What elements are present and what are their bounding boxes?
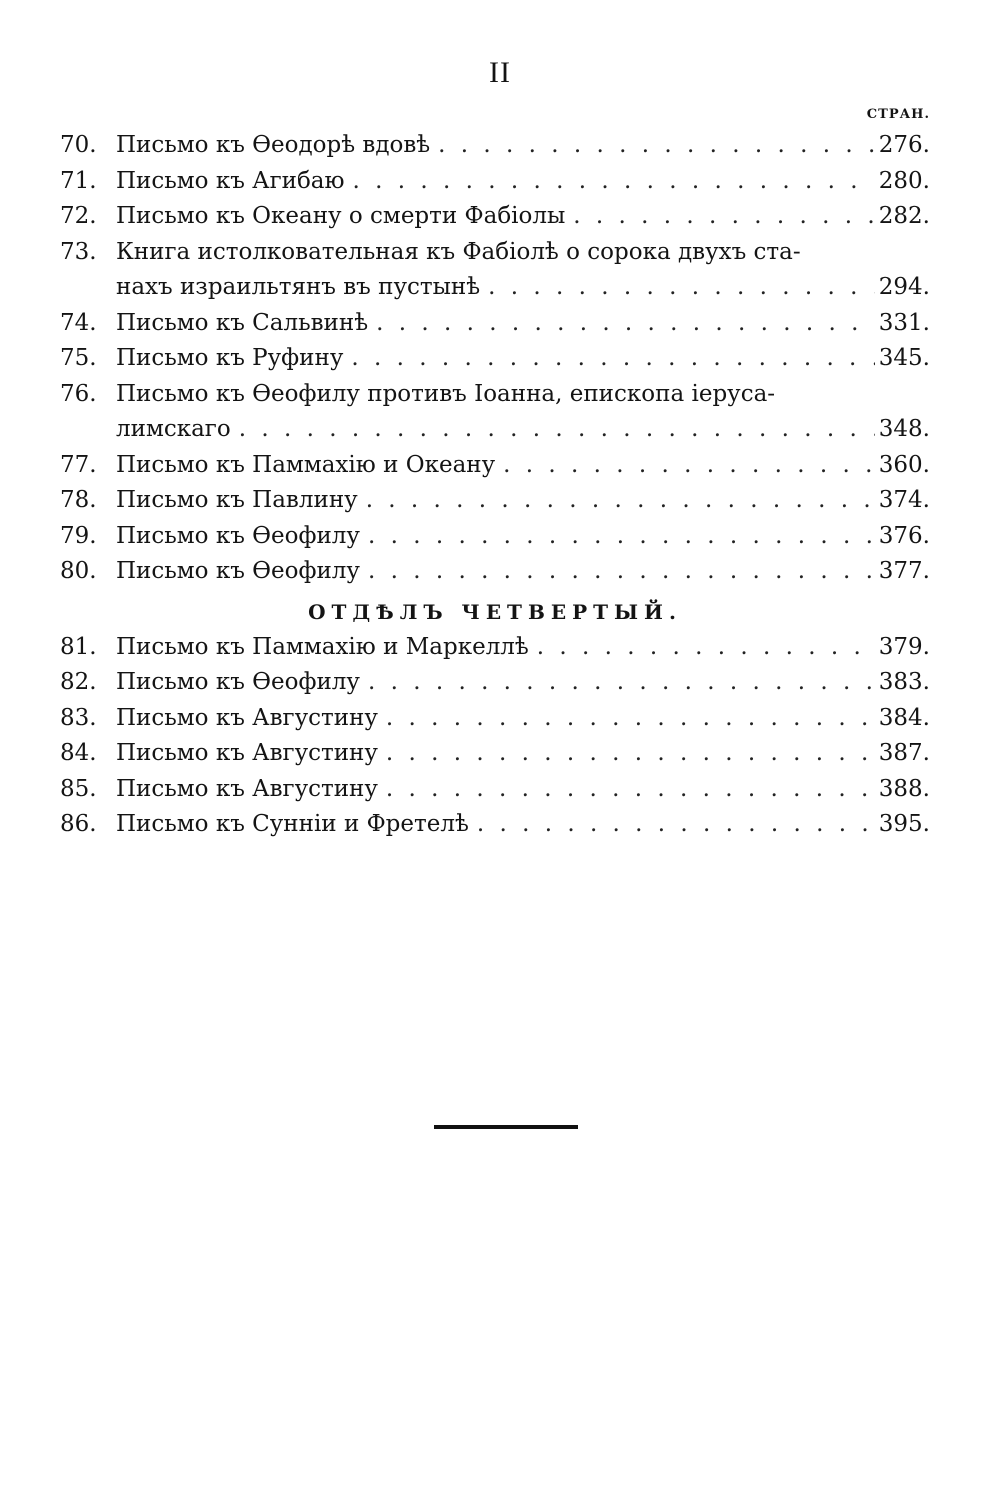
entry-page: 345. (878, 345, 930, 371)
toc-entry-76-continued (60, 412, 930, 448)
entry-page: 374. (878, 487, 930, 513)
dot-leader (366, 483, 875, 519)
toc-entry-86 (60, 807, 930, 843)
entry-title-continued: нахъ израильтянъ въ пустынѣ (116, 274, 481, 300)
entry-title: Книга истолковательная къ Фабіолѣ о сорока двухъ ста- (116, 238, 801, 265)
entry-number: 75. (60, 345, 97, 371)
entry-page: 276. (878, 132, 930, 158)
toc-entry-84 (60, 736, 930, 772)
entry-page: 331. (878, 309, 930, 336)
entry-number: 80. (60, 558, 97, 584)
entry-page: 388. (878, 775, 930, 802)
entry-number: 71. (60, 167, 97, 194)
entry-page: 384. (878, 704, 930, 731)
entry-number: 78. (60, 487, 97, 513)
toc-entry-76 (60, 377, 930, 413)
end-rule (434, 1125, 578, 1129)
toc-entry-72 (60, 199, 930, 235)
entry-title: Письмо къ Руфину (116, 345, 344, 371)
page-column-header: СТРАН. (866, 107, 930, 122)
dot-leader (386, 772, 875, 808)
dot-leader (537, 630, 875, 666)
entry-title: Письмо къ Ѳеофилу (116, 558, 360, 584)
dot-leader (368, 554, 875, 590)
entry-page: 348. (878, 416, 930, 442)
toc-entry-80 (60, 554, 930, 590)
entry-page: 377. (878, 558, 930, 584)
toc-entry-78 (60, 483, 930, 519)
entry-title: Письмо къ Агибаю (116, 167, 345, 194)
dot-leader (368, 519, 875, 555)
toc-entry-73 (60, 235, 930, 271)
entry-number: 72. (60, 203, 97, 229)
entry-number: 70. (60, 132, 97, 158)
toc-entry-70 (60, 128, 930, 164)
entry-page: 387. (878, 740, 930, 766)
toc-entry-85 (60, 772, 930, 808)
entry-title: Письмо къ Ѳеофилу противъ Іоанна, епископа іеруса- (116, 380, 776, 407)
entry-page: 379. (878, 633, 930, 660)
entry-title: Письмо къ Паммахію и Океану (116, 451, 496, 478)
dot-leader (351, 341, 874, 377)
toc-entry-82 (60, 665, 930, 701)
entry-number: 77. (60, 451, 97, 478)
entry-page: 282. (878, 203, 930, 229)
dot-leader (386, 736, 875, 772)
entry-page: 360. (878, 451, 930, 478)
dot-leader (573, 199, 874, 235)
dot-leader (353, 164, 875, 200)
toc-entry-75 (60, 341, 930, 377)
entry-number: 82. (60, 669, 97, 695)
entry-title: Письмо къ Августину (116, 740, 378, 766)
section-heading: ОТДѢЛЪ ЧЕТВЕРТЫЙ. (308, 599, 682, 624)
dot-leader (368, 665, 875, 701)
entry-title-continued: лимскаго (116, 416, 231, 442)
entry-number: 79. (60, 522, 97, 549)
entry-title: Письмо къ Ѳеодорѣ вдовѣ (116, 132, 431, 158)
entry-title: Письмо къ Океану о смерти Фабіолы (116, 203, 566, 229)
dot-leader (239, 412, 875, 448)
entry-title: Письмо къ Сальвинѣ (116, 309, 369, 336)
entry-number: 76. (60, 380, 97, 407)
table-of-contents (60, 128, 930, 843)
entry-number: 84. (60, 740, 97, 766)
entry-title: Письмо къ Ѳеофилу (116, 522, 360, 549)
entry-page: 280. (878, 167, 930, 194)
toc-entry-83 (60, 701, 930, 737)
dot-leader (376, 306, 875, 342)
entry-page: 376. (878, 522, 930, 549)
entry-title: Письмо къ Павлину (116, 487, 358, 513)
dot-leader (438, 128, 875, 164)
entry-title: Письмо къ Сунніи и Фретелѣ (116, 811, 469, 837)
entry-title: Письмо къ Ѳеофилу (116, 669, 360, 695)
toc-entry-71 (60, 164, 930, 200)
entry-title: Письмо къ Августину (116, 775, 378, 802)
entry-page: 294. (878, 274, 930, 300)
dot-leader (386, 701, 875, 737)
toc-entry-79 (60, 519, 930, 555)
toc-entry-81 (60, 630, 930, 666)
dot-leader (477, 807, 875, 843)
entry-number: 81. (60, 633, 97, 660)
entry-number: 74. (60, 309, 97, 336)
dot-leader (503, 448, 875, 484)
toc-entry-73-continued (60, 270, 930, 306)
dot-leader (488, 270, 875, 306)
toc-entry-77 (60, 448, 930, 484)
entry-number: 83. (60, 704, 97, 731)
entry-title: Письмо къ Августину (116, 704, 378, 731)
page-number: II (489, 56, 511, 89)
entry-page: 383. (878, 669, 930, 695)
entry-title: Письмо къ Паммахію и Маркеллѣ (116, 633, 529, 660)
entry-number: 73. (60, 238, 97, 265)
entry-number: 86. (60, 811, 97, 837)
entry-number: 85. (60, 775, 97, 802)
entry-page: 395. (878, 811, 930, 837)
toc-entry-74 (60, 306, 930, 342)
